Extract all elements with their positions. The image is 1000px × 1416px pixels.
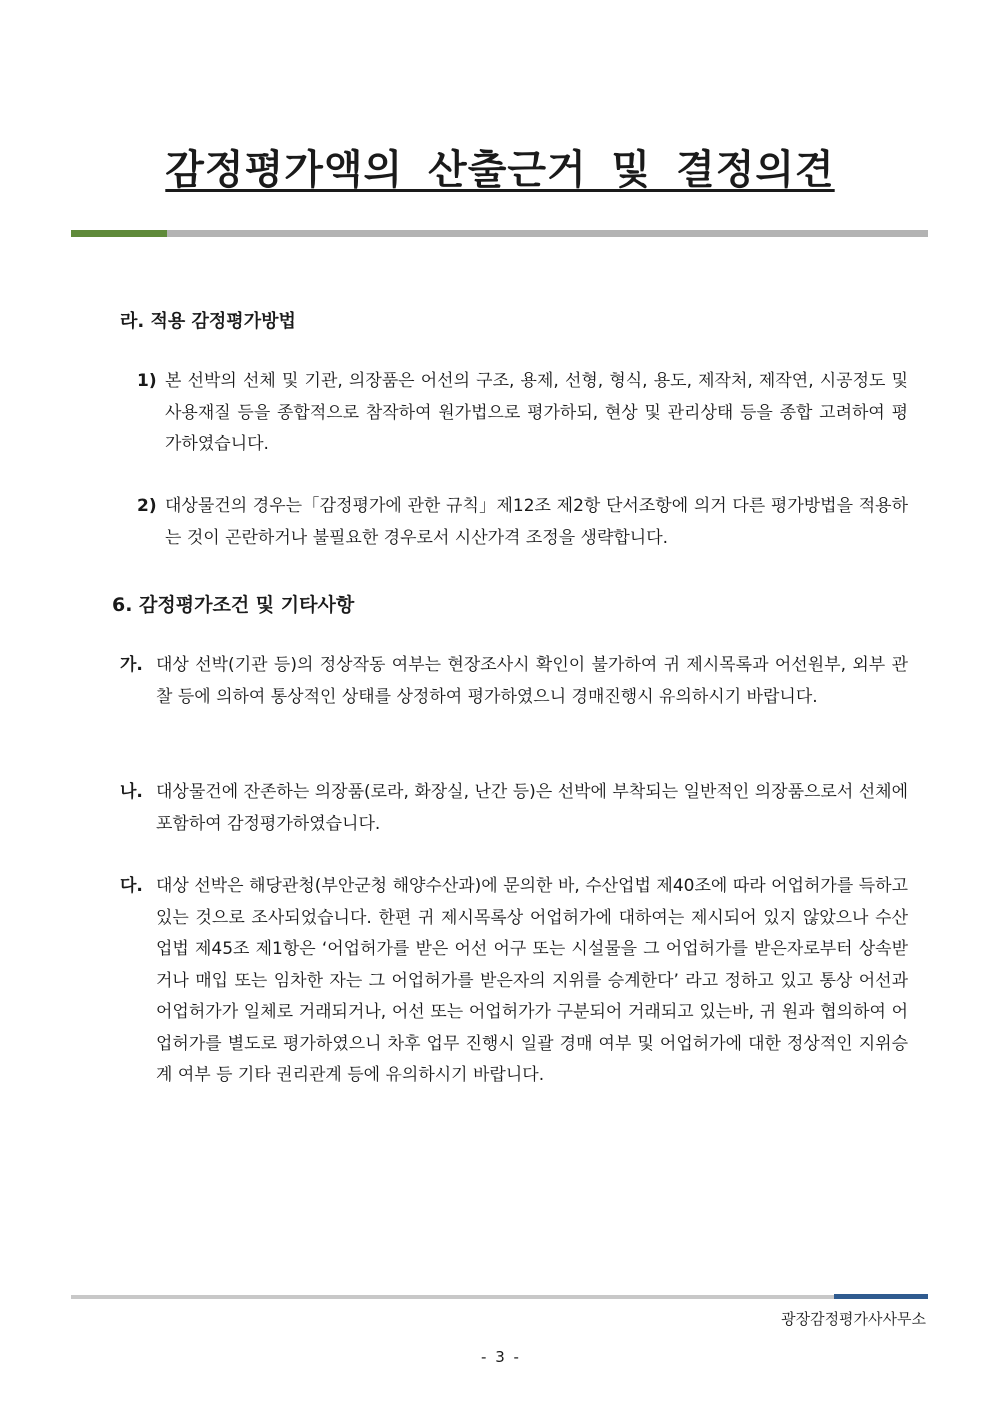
list-item-6-da (120, 871, 908, 1092)
office-name: 광장감정평가사사무소 (781, 1310, 926, 1328)
section-heading-6: 6. 감정평가조건 및 기타사항 (112, 594, 355, 616)
item-label: 다. (120, 876, 143, 896)
item-label: 가. (120, 655, 143, 675)
item-text: 대상 선박(기관 등)의 정상작동 여부는 현장조사시 확인이 불가하여 귀 제시목록과 어선원부, 외부 관찰 등에 의하여 통상적인 상태를 상정하여 평가하였으니 경매진행시 유의하시기 바랍니다. (156, 655, 908, 707)
section-heading-la: 라. 적용 감정평가방법 (120, 311, 296, 332)
list-item-6-ga (120, 650, 908, 713)
item-label: 2) (137, 496, 157, 516)
item-text: 대상 선박은 해당관청(부안군청 해양수산과)에 문의한 바, 수산업법 제40조에 따라 어업허가를 득하고 있는 것으로 조사되었습니다. 한편 귀 제시목록상 어업허가에 대하여는 제시되어 있지 않았으나 수산업법 제45조 제1항은 ‘어업허가를 받은 어선 어구 또는 시설물을 그 어업허가를 받은자로부터 상속받거나 매입 또는 임차한 자는 그 어업허가를 받은자의 지위를 승계한다’ 라고 정하고 있고 통상 어선과 어업허가가 일체로 거래되거나, 어선 또는 어업허가가 구분되어 거래되고 있는바, 귀 원과 협의하여 어업허가를 별도로 평가하였으니 차후 업무 진행시 일괄 경매 여부 및 어업허가에 대한 정상적인 지위승계 여부 등 기타 권리관계 등에 유의하시기 바랍니다. (156, 876, 908, 1085)
item-text: 대상물건에 잔존하는 의장품(로라, 화장실, 난간 등)은 선박에 부착되는 일반적인 의장품으로서 선체에 포함하여 감정평가하였습니다. (156, 782, 908, 834)
page-title-text: 감정평가액의 산출근거 및 결정의견 (165, 147, 835, 193)
page-title (0, 138, 1000, 195)
item-label: 1) (137, 371, 157, 391)
item-label: 나. (120, 782, 143, 802)
header-rule (71, 230, 928, 237)
page-number: - 3 - (481, 1348, 519, 1366)
list-item-la-1 (137, 366, 908, 461)
item-text: 대상물건의 경우는「감정평가에 관한 규칙」제12조 제2항 단서조항에 의거 다른 평가방법을 적용하는 것이 곤란하거나 불필요한 경우로서 시산가격 조정을 생략합니다. (165, 496, 908, 548)
list-item-la-2 (137, 491, 908, 554)
item-text: 본 선박의 선체 및 기관, 의장품은 어선의 구조, 용제, 선형, 형식, 용도, 제작처, 제작연, 시공정도 및 사용재질 등을 종합적으로 참작하여 원가법으로 평가하되, 현상 및 관리상태 등을 종합 고려하여 평가하였습니다. (165, 371, 908, 454)
footer-rule (71, 1295, 928, 1299)
list-item-6-na (120, 777, 908, 840)
header-rule-accent (71, 230, 167, 237)
footer-rule-accent (834, 1294, 928, 1299)
